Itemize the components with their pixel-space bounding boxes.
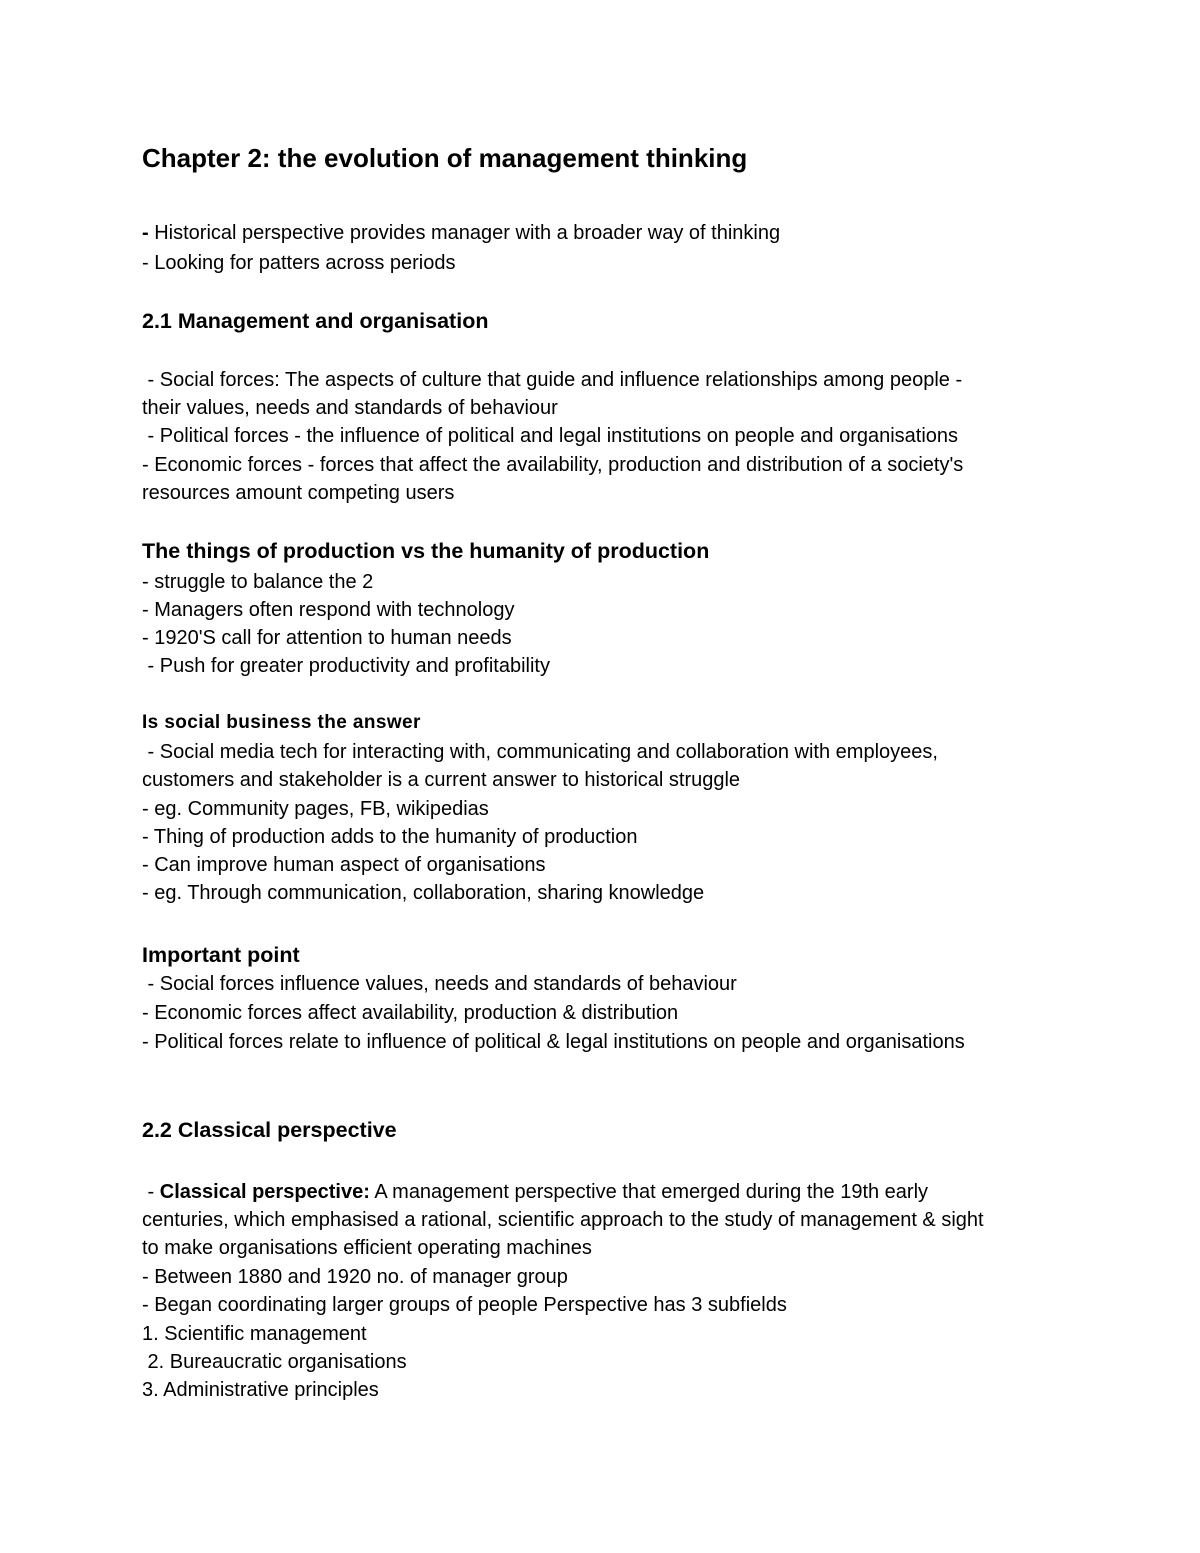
s21-line-4: - Economic forces - forces that affect the availability, production and distribution of a society's [142,454,964,476]
page-title: Chapter 2: the evolution of management thinking [142,143,748,173]
intro-dash: - [142,222,149,244]
s22-line-1-prefix: - [142,1181,160,1203]
s22-line-2: centuries, which emphasised a rational, scientific approach to the study of management & sight [142,1209,984,1231]
important-heading: Important point [142,943,300,967]
s22-line-5: - Began coordinating larger groups of people Perspective has 3 subfields [142,1294,787,1316]
s21-line-5: resources amount competing users [142,482,455,504]
s22-line-3: to make organisations efficient operating machines [142,1237,592,1259]
s21-line-3: - Political forces - the influence of political and legal institutions on people and organisations [142,425,959,447]
s22-list-item-3: 3. Administrative principles [142,1379,379,1401]
important-line-2: - Economic forces affect availability, production & distribution [142,1002,679,1024]
s22-list-item-1: 1. Scientific management [142,1323,367,1345]
social-line-1: - Social media tech for interacting with, communicating and collaboration with employees, [142,741,938,763]
classical-perspective-term: Classical perspective: [159,1181,370,1203]
s22-list-item-2: 2. Bureaucratic organisations [142,1351,407,1373]
things-heading: The things of production vs the humanity of production [142,539,710,563]
social-line-2: customers and stakeholder is a current answer to historical struggle [142,769,741,791]
section-2-2-heading: 2.2 Classical perspective [142,1118,397,1142]
s22-line-1-rest: A management perspective that emerged during the 19th early [369,1181,929,1203]
things-line-3: - 1920'S call for attention to human needs [142,627,512,649]
things-line-2: - Managers often respond with technology [142,599,515,621]
social-line-6: - eg. Through communication, collaboration, sharing knowledge [142,882,705,904]
social-line-5: - Can improve human aspect of organisations [142,854,546,876]
s21-line-2: their values, needs and standards of behaviour [142,397,558,419]
social-heading: Is social business the answer [142,712,421,733]
intro-line-1 [142,221,780,245]
important-line-3: - Political forces relate to influence of political & legal institutions on people and organisations [142,1031,965,1053]
section-2-1-heading: 2.1 Management and organisation [142,309,489,333]
intro-line-1-text: Historical perspective provides manager with a broader way of thinking [148,222,781,244]
things-line-4: - Push for greater productivity and profitability [142,655,550,677]
intro-line-2: - Looking for patters across periods [142,252,456,274]
s21-line-1: - Social forces: The aspects of culture that guide and influence relationships among people - [142,369,963,391]
social-line-4: - Thing of production adds to the humanity of production [142,826,638,848]
important-line-1: - Social forces influence values, needs and standards of behaviour [142,973,737,995]
s22-line-1 [142,1180,928,1204]
social-line-3: - eg. Community pages, FB, wikipedias [142,798,489,820]
things-line-1: - struggle to balance the 2 [142,571,374,593]
s22-line-4: - Between 1880 and 1920 no. of manager group [142,1266,568,1288]
